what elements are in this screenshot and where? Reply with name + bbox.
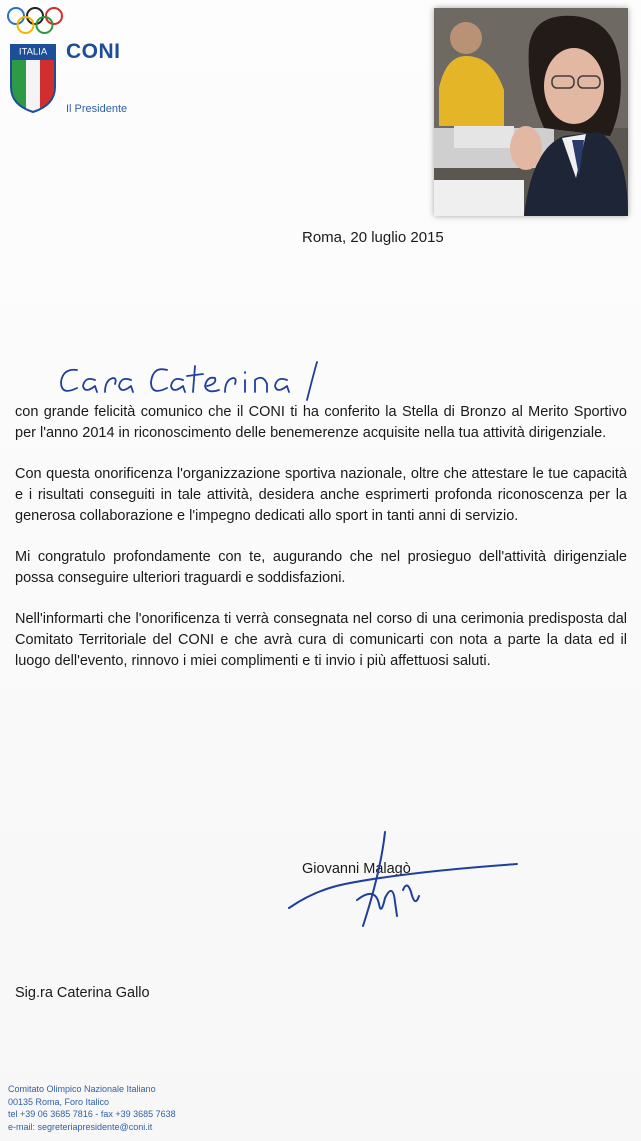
olympic-rings-logo bbox=[6, 6, 64, 36]
paragraph: Con questa onorificenza l'organizzazione sportiva nazionale, oltre che attestare le tue capacità e i risultati conseguiti in tale attività, desidera anche esprimerti profonda riconoscenza per la generosa collaborazione e l'impegno dedicati allo sport in tanti anni di servizio. bbox=[15, 466, 627, 524]
italia-shield-logo bbox=[9, 43, 57, 113]
footer-phone: tel +39 06 3685 7816 - fax +39 3685 7638 bbox=[8, 1109, 176, 1119]
handwritten-signature bbox=[285, 830, 525, 930]
footer-email: e-mail: segreteriapresidente@coni.it bbox=[8, 1121, 153, 1132]
footer-org: Comitato Olimpico Nazionale Italiano bbox=[8, 1084, 156, 1094]
paragraph: Nell'informarti che l'onorificenza ti verrà consegnata nel corso di una cerimonia predisposta dal Comitato Territoriale del CONI e che avrà cura di comunicarti con nota a parte la data ed il luogo dell'evento, rinnovo i miei complimenti e ti invio i più affettuosi saluti. bbox=[15, 611, 627, 669]
org-name: CONI bbox=[66, 40, 121, 63]
signer-name: Giovanni Malagò bbox=[302, 861, 411, 877]
footer-address: 00135 Roma, Foro Italico bbox=[8, 1096, 110, 1107]
letterhead-footer bbox=[8, 1083, 176, 1133]
paragraph: Mi congratulo profondamente con te, augurando che nel prosieguo dell'attività dirigenziale possa conseguire ulteriori traguardi e soddisfazioni. bbox=[15, 549, 627, 586]
sender-role: Il Presidente bbox=[66, 103, 128, 115]
portrait-photo bbox=[434, 8, 628, 216]
recipient-name: Sig.ra Caterina Gallo bbox=[15, 985, 150, 1001]
paragraph: con grande felicità comunico che il CONI ti ha conferito la Stella di Bronzo al Merito Sportivo per l'anno 2014 in riconoscimento delle benemerenze acquisite nella tua attività dirigenziale. bbox=[15, 404, 627, 441]
shield-badge-text: ITALIA bbox=[18, 46, 48, 58]
letter-body bbox=[15, 402, 627, 692]
handwritten-salutation bbox=[55, 356, 345, 406]
letter-date: Roma, 20 luglio 2015 bbox=[302, 229, 444, 246]
